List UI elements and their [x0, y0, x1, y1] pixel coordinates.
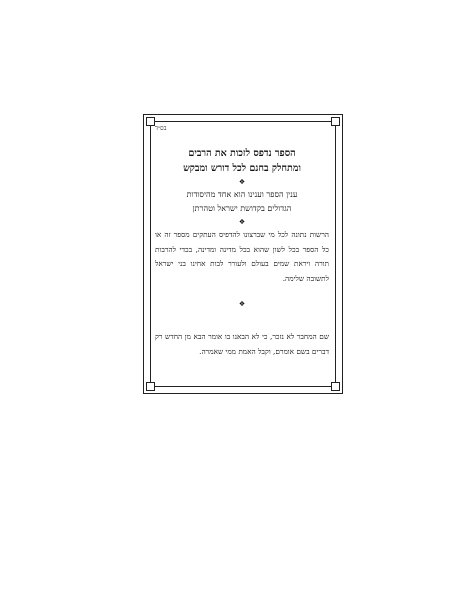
subtitle-line-2: הגדולים בקדושת ישראל וטהרתן: [192, 204, 292, 213]
corner-ornament: [331, 382, 340, 391]
ornament-divider: ❖: [238, 178, 246, 186]
author-note-paragraph: שם המחבר לא נזכר, כי לא הבאנו בו אומר הבא מן החדש רק דברים בשם אומרם, וקבל האמת ממי שאמרה.: [155, 332, 329, 356]
abbreviation-header: בס״ד: [155, 125, 167, 132]
corner-ornament: [146, 117, 155, 126]
ornament-divider: ❖: [238, 300, 246, 308]
ornament-divider: ❖: [238, 218, 246, 226]
title-line-2: ומתחלק בחנם לכל דורש ומבקש: [183, 163, 301, 174]
subtitle-line-1: ענין הספר וענינו הוא אחד מהיסודות: [186, 190, 298, 199]
corner-ornament: [146, 382, 155, 391]
page-content: [155, 125, 329, 359]
title-line-1: הספר נדפס לזכות את הרבים: [188, 148, 296, 159]
permission-paragraph: הרשות נתונה לכל מי שברצונו להדפיס העתקים מספר זה או כל הספר בכל לשון שהוא בכל מדינה ומדינה, בכדי להרבות תורה ויראת שמים בעולם ולעורר לבות אחינו בני ישראל לתשובה שלימה.: [155, 230, 329, 283]
corner-ornament: [331, 117, 340, 126]
